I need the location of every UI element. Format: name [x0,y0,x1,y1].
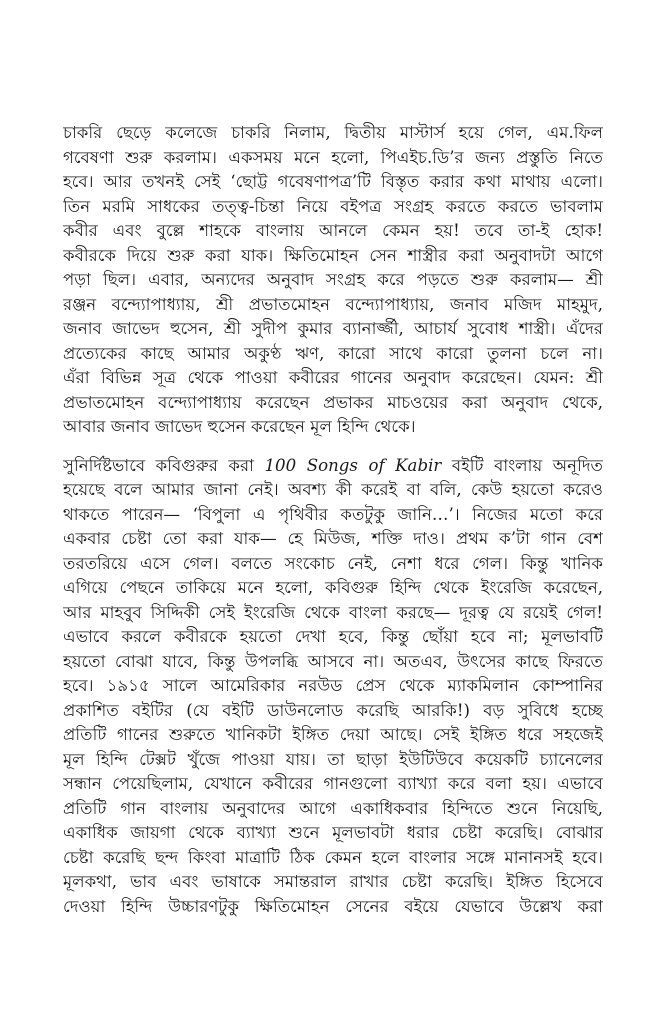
text-line: একবার চেষ্টা তো করা যাক— হে মিউজ, শক্তি দাও। প্রথম ক’টা গান বেশ [63,529,603,548]
text-run: বইটি বাংলায় অনূদিত [441,455,603,475]
text-line: মূলকথা, ভাব এবং ভাষাকে সমান্তরাল রাখার চেষ্টা করেছি। ইঙ্গিত হিসেবে [63,872,603,891]
text-line: কবীরকে দিয়ে শুরু করা যাক। ক্ষিতিমোহন সেন শাস্ত্রীর করা অনুবাদটা আগে [63,245,603,265]
text-line: চেষ্টা করেছি ছন্দ কিংবা মাত্রাটি ঠিক কেমন হলে বাংলার সঙ্গে মানানসই হবে। [63,847,603,867]
text-line: আর মাহবুব সিদ্দিকী সেই ইংরেজি থেকে বাংলা করছে— দূরত্ব যে রয়েই গেল! [63,602,603,622]
book-title: 100 Songs of Kabir [264,455,442,475]
text-line: হয়তো বোঝা যাবে, কিন্তু উপলব্ধি আসবে না। অতএব, উৎসের কাছে ফিরতে [63,651,603,671]
text-line: এঁরা বিভিন্ন সূত্র থেকে পাওয়া কবীরের গানের অনুবাদ করেছেন। যেমন: শ্রী [63,368,603,387]
text-line: গবেষণা শুরু করলাম। একসময় মনে হলো, পিএইচ.ডি’র জন্য প্রস্তুতি নিতে [63,147,603,167]
text-line [63,454,603,479]
text-line: এভাবে করলে কবীরকে হয়তো দেখা হবে, কিন্তু ছোঁয়া হবে না; মূলভাবটি [63,627,603,646]
text-line: কবীর এবং বুল্লে শাহকে বাংলায় আনলে কেমন হয়! তবে তা-ই হোক! [63,221,603,240]
text-line: হবে। আর তখনই সেই ‘ছোট্ট গবেষণাপত্র’টি বিস্তৃত করার কথা মাথায় এলো। [63,172,603,191]
text-line: আবার জনাব জাভেদ হুসেন করেছেন মূল হিন্দি থেকে। [63,417,416,436]
text-line: একাধিক জায়গা থেকে ব্যাখ্যা শুনে মূলভাবটা ধরার চেষ্টা করেছি। বোঝার [63,823,603,842]
text-line: প্রতিটি গানের শুরুতে খানিকটা ইঙ্গিত দেয়া আছে। সেই ইঙ্গিত ধরে সহজেই [63,725,603,744]
text-line: রঞ্জন বন্দ্যোপাধ্যায়, শ্রী প্রভাতমোহন বন্দ্যোপাধ্যায়, জনাব মজিদ মাহমুদ, [63,294,603,314]
text-line: মূল হিন্দি টেক্সট খুঁজে পাওয়া যায়। তা ছাড়া ইউটিউবে কয়েকটি চ্যানেলের [63,749,603,769]
text-line: হবে। ১৯১৫ সালে আমেরিকার নরউড প্রেস থেকে ম্যাকমিলান কোম্পানির [63,676,603,695]
text-line: হয়েছে বলে আমার জানা নেই। অবশ্য কী করেই বা বলি, কেউ হয়তো করেও [63,480,603,499]
text-line: প্রভাতমোহন বন্দ্যোপাধ্যায় করেছেন প্রভাকর মাচওয়ের করা অনুবাদ থেকে, [63,392,603,412]
text-line: প্রত্যেকের কাছে আমার অকুণ্ঠ ঋণ, কারো সাথে কারো তুলনা চলে না। [63,343,603,363]
text-line: প্রতিটি গান বাংলায় অনুবাদের আগে একাধিকবার হিন্দিতে শুনে নিয়েছি, [63,798,603,818]
text-line: এগিয়ে পেছনে তাকিয়ে মনে হলো, কবিগুরু হিন্দি থেকে ইংরেজি করেছেন, [63,578,603,597]
text-line: পড়া ছিল। এবার, অন্যদের অনুবাদ সংগ্রহ করে পড়তে শুরু করলাম— শ্রী [63,270,603,289]
text-run: সুনির্দিষ্টভাবে কবিগুরুর করা [63,455,265,475]
text-line: সন্ধান পেয়েছিলাম, যেখানে কবীরের গানগুলো ব্যাখ্যা করে বলা হয়। এভাবে [63,774,603,793]
text-line: প্রকাশিত বইটির (যে বইটি ডাউনলোড করেছি আরকি!) বড় সুবিধে হচ্ছে [63,700,603,720]
text-line: তরতরিয়ে এসে গেল। বলতে সংকোচ নেই, নেশা ধরে গেল। কিন্তু খানিক [63,553,603,573]
text-line: থাকতে পারেন— ‘বিপুলা এ পৃথিবীর কতটুকু জানি…’। নিজের মতো করে [63,504,603,524]
text-line: তিন মরমি সাধকের তত্ত্ব-চিন্তা নিয়ে বইপত্র সংগ্রহ করতে করতে ভাবলাম [63,196,603,216]
paragraph [63,121,603,440]
paragraph [63,454,603,920]
text-line: দেওয়া হিন্দি উচ্চারণটুকু ক্ষিতিমোহন সেনের বইয়ে যেভাবে উল্লেখ করা [63,896,603,916]
text-line: জনাব জাভেদ হুসেন, শ্রী সুদীপ কুমার ব্যানার্জ্জী, আচার্য সুবোধ শাস্ত্রী। এঁদের [63,319,603,338]
text-line: চাকরি ছেড়ে কলেজে চাকরি নিলাম, দ্বিতীয় মাস্টার্স হয়ে গেল, এম.ফিল [63,123,603,142]
